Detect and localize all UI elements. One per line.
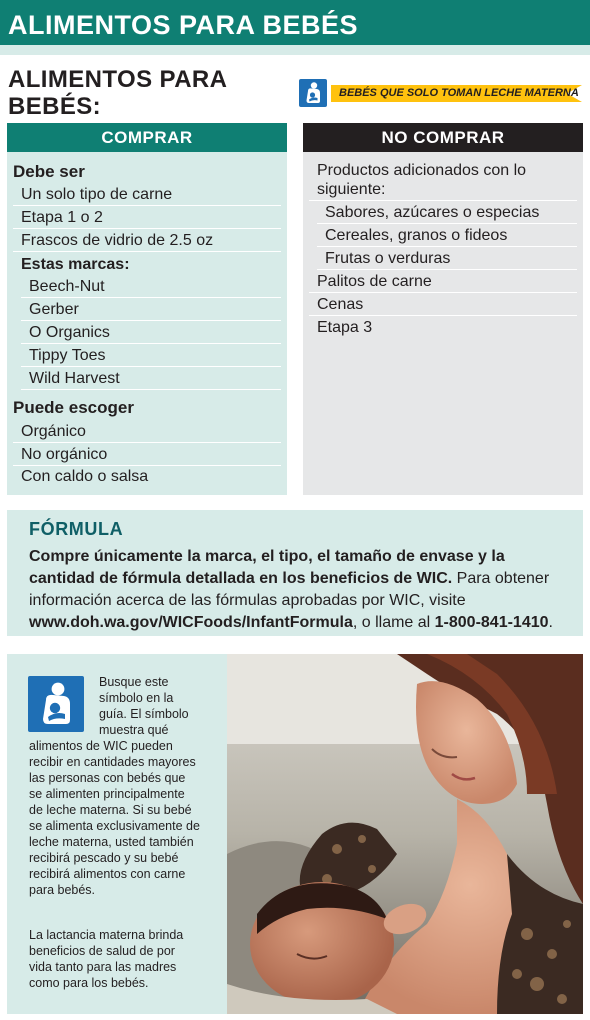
buy-header: COMPRAR bbox=[7, 123, 287, 152]
other-item: Palitos de carne bbox=[309, 272, 577, 293]
formula-text-b: , o llame al bbox=[352, 614, 435, 631]
formula-text-c: . bbox=[548, 614, 553, 631]
page-title: ALIMENTOS PARA BEBÉS bbox=[8, 10, 359, 40]
other-item: Cenas bbox=[309, 295, 577, 316]
icon-spacer bbox=[29, 674, 99, 738]
choose-item: No orgánico bbox=[13, 445, 281, 466]
choose-label: Puede escoger bbox=[13, 398, 134, 417]
added-products-line2: siguiente: bbox=[309, 180, 577, 201]
must-be-label: Debe ser bbox=[13, 162, 85, 181]
added-item: Cereales, granos o fideos bbox=[317, 226, 577, 247]
formula-title: FÓRMULA bbox=[29, 519, 124, 539]
brand-item: Wild Harvest bbox=[21, 369, 281, 390]
exclusive-breastfeeding-badge bbox=[331, 85, 582, 102]
mother-breastfeeding-photo bbox=[227, 654, 583, 1014]
brand-item: O Organics bbox=[21, 323, 281, 344]
info-paragraph-2: La lactancia materna brinda beneficios de salud de por vida tanto para las madres como para los bebés. bbox=[29, 928, 184, 990]
must-be-item: Etapa 1 o 2 bbox=[13, 208, 281, 229]
formula-phone[interactable]: 1-800-841-1410 bbox=[434, 614, 549, 631]
header-stripe bbox=[0, 45, 590, 55]
no-buy-column bbox=[303, 123, 583, 495]
brands-label: Estas marcas: bbox=[21, 256, 130, 273]
section-title-line1: ALIMENTOS PARA BEBÉS: bbox=[8, 66, 227, 120]
brand-item: Beech-Nut bbox=[21, 277, 281, 298]
choose-item: Con caldo o salsa bbox=[21, 468, 149, 485]
breastfeeding-icon bbox=[299, 79, 327, 107]
page-header bbox=[0, 0, 590, 55]
brand-item: Gerber bbox=[21, 300, 281, 321]
added-item: Sabores, azúcares o especias bbox=[317, 203, 577, 224]
choose-item: Orgánico bbox=[13, 422, 281, 443]
formula-body bbox=[29, 546, 569, 634]
added-item: Frutas o verduras bbox=[317, 249, 577, 270]
buy-column bbox=[7, 123, 287, 495]
info-paragraph-1-text: Busque este símbolo en la guía. El símbolo muestra qué alimentos de WIC pueden recibir en cantidades mayores las personas con bebés que se alimenten principalmente de leche materna. Si su bebé se alimenta exclusivamente de leche materna, usted también recibirá pescado y su bebé recibirá alimentos con carne para bebés. bbox=[29, 675, 200, 897]
info-paragraph-1 bbox=[29, 674, 201, 898]
other-item: Etapa 3 bbox=[317, 319, 373, 336]
no-buy-header: NO COMPRAR bbox=[303, 123, 583, 152]
brand-item: Tippy Toes bbox=[21, 346, 281, 367]
badge-text: BEBÉS QUE SOLO TOMAN LECHE MATERNA bbox=[339, 87, 579, 99]
formula-bold-text: Compre únicamente la marca, el tipo, el tamaño de envase y la cantidad de fórmula detallada en los beneficios de WIC. bbox=[29, 548, 505, 587]
formula-text-a: Para obtener información acerca de las fórmulas aprobadas por WIC, visite bbox=[29, 570, 550, 609]
formula-box bbox=[7, 510, 583, 636]
must-be-item: Frascos de vidrio de 2.5 oz bbox=[13, 231, 281, 252]
formula-url[interactable]: www.doh.wa.gov/WICFoods/InfantFormula bbox=[29, 614, 353, 631]
must-be-item: Un solo tipo de carne bbox=[13, 185, 281, 206]
added-products-line1: Productos adicionados con lo bbox=[317, 162, 527, 179]
